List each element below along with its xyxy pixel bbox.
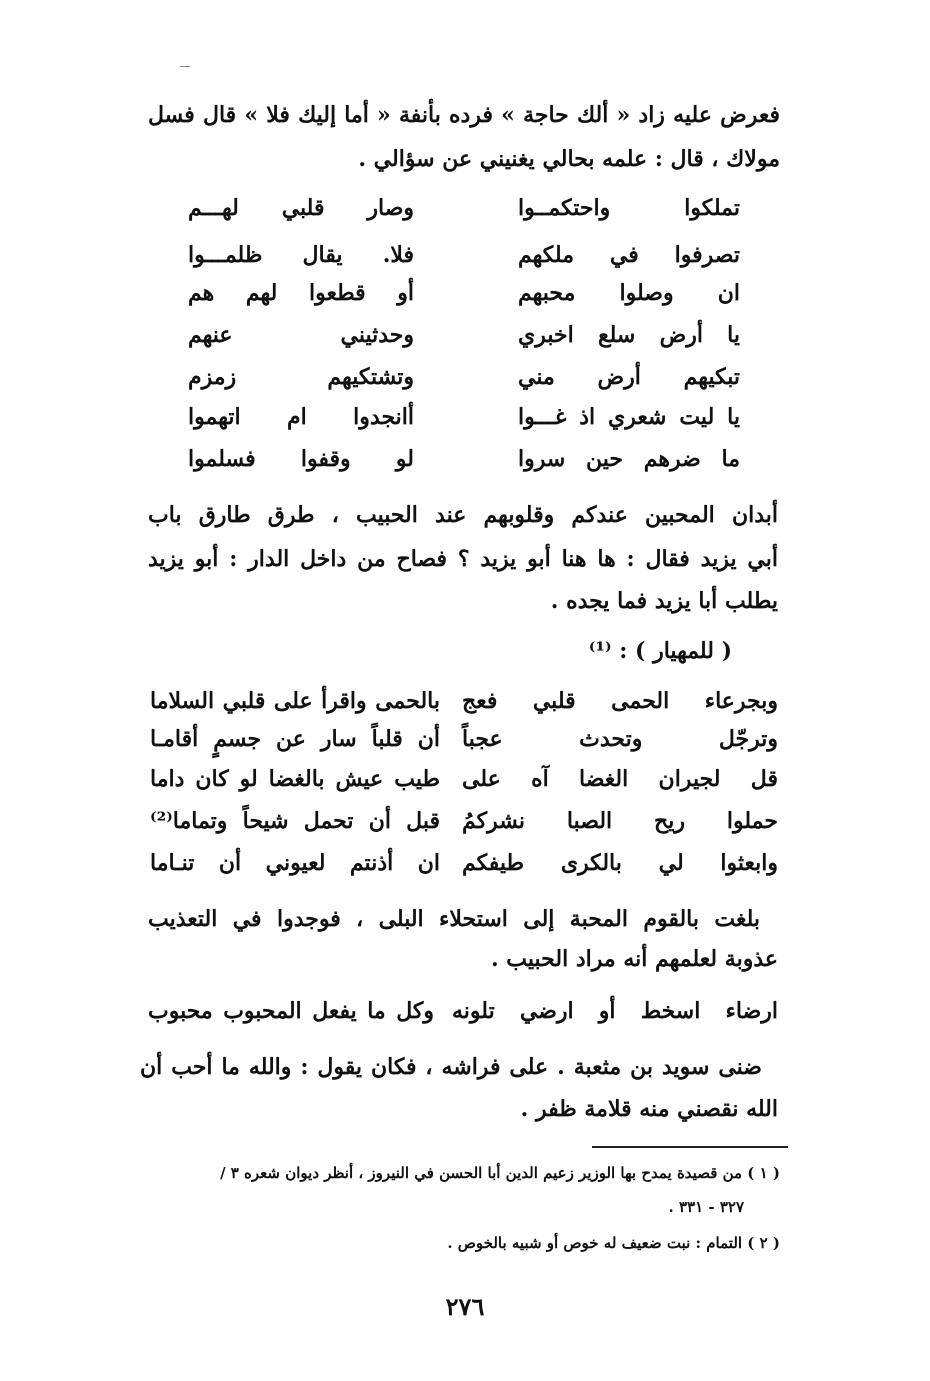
poem1-verse-6-left: أانجدوا ام اتهموا <box>188 404 414 430</box>
para2-line-1: بلغت بالقوم المحبة إلى استحلاء البلى ، فوجدوا في التعذيب <box>148 906 760 932</box>
para1-line-3: يطلب أبا يزيد فما يجده . <box>550 588 778 614</box>
poem1-verse-2-left: فلا. يقال ظلمـــوا <box>188 242 414 268</box>
poem2-verse-5-right: وابعثوا لي بالكرى طيفكم <box>462 850 778 876</box>
intro-line-2: مولاك ، قال : علمه بحالي يغنيني عن سؤالي . <box>358 146 780 172</box>
poem1-verse-7-right: ما ضرهم حين سروا <box>518 446 740 472</box>
print-speck <box>180 66 190 67</box>
para3-line-2: الله نقصني منه قلامة ظفر . <box>520 1096 778 1122</box>
verse3-left: وكل ما يفعل المحبوب محبوب <box>148 998 434 1024</box>
poem2-attribution: ( للمهيار ) : ⁽¹⁾ <box>588 638 732 664</box>
poem1-verse-4-left: وحدثيني عنهم <box>188 322 414 348</box>
para1-line-1: أبدان المحبين عندكم وقلوبهم عند الحبيب ، طرق طارق باب <box>148 502 778 528</box>
poem1-verse-1-left: وصار قلبي لهـــم <box>188 195 414 221</box>
poem2-verse-2-right: وترجّل وتحدث عجباً <box>462 726 778 752</box>
intro-line-1: فعرض عليه زاد « ألك حاجة » فرده بأنفة « أما إليك فلا » قال فسل <box>148 102 780 128</box>
page-number: ٢٧٦ <box>445 1292 485 1321</box>
footnote-1-line-2: ٣٢٧ - ٣٣١ . <box>668 1198 744 1216</box>
poem2-verse-1-right: وبجرعاء الحمى قلبي فعج <box>462 688 778 714</box>
poem1-verse-6-right: يا ليت شعري اذ غـــوا <box>518 404 740 430</box>
verse3-right: ارضاء اسخط أو ارضي تلونه <box>452 998 778 1024</box>
poem1-verse-5-right: تبكيهم أرض مني <box>518 364 740 390</box>
poem2-verse-5-left: ان أذنتم لعيوني أن تنـاما <box>150 850 440 876</box>
footnote-1-line-1: ( ١ ) من قصيدة يمدح بها الوزير زعيم الدين أبا الحسن في النيروز ، أنظر ديوان شعره ٣ / <box>220 1164 780 1182</box>
poem1-verse-2-right: تصرفوا في ملكهم <box>518 242 740 268</box>
poem1-verse-4-right: يا أرض سلع اخبري <box>518 322 740 348</box>
poem1-verse-5-left: وتشتكيهم زمزم <box>188 364 414 390</box>
poem2-verse-3-left: طيب عيش بالغضا لو كان داما <box>150 766 440 792</box>
poem1-verse-7-left: لو وقفوا فسلموا <box>188 446 414 472</box>
para2-line-2: عذوبة لعلمهم أنه مراد الحبيب . <box>490 946 778 972</box>
poem2-verse-3-right: قل لجيران الغضا آه على <box>462 766 778 792</box>
poem1-verse-3-right: ان وصلوا محبهم <box>518 280 740 306</box>
poem2-verse-4-left: قبل أن تحمل شيحاً وتماما⁽²⁾ <box>150 808 440 834</box>
para3-line-1: ضنى سويد بن مثعبة . على فراشه ، فكان يقول : والله ما أحب أن <box>140 1054 762 1080</box>
poem1-verse-1-right: تملكوا واحتكمــوا <box>518 195 740 221</box>
footnote-2: ( ٢ ) التمام : نبت ضعيف له خوص أو شبيه بالخوص . <box>447 1234 780 1252</box>
footnote-separator <box>592 1146 788 1148</box>
para1-line-2: أبي يزيد فقال : ها هنا أبو يزيد ؟ فصاح من داخل الدار : أبو يزيد <box>148 546 778 572</box>
poem2-verse-4-right: حملوا ريح الصبا نشركمُ <box>462 808 778 834</box>
poem1-verse-3-left: أو قطعوا لهم هم <box>188 280 414 306</box>
poem2-verse-1-left: بالحمى واقرأ على قلبي السلاما <box>150 688 440 714</box>
poem2-verse-2-left: أن قلباً سار عن جسمٍ أقامـا <box>150 726 440 752</box>
